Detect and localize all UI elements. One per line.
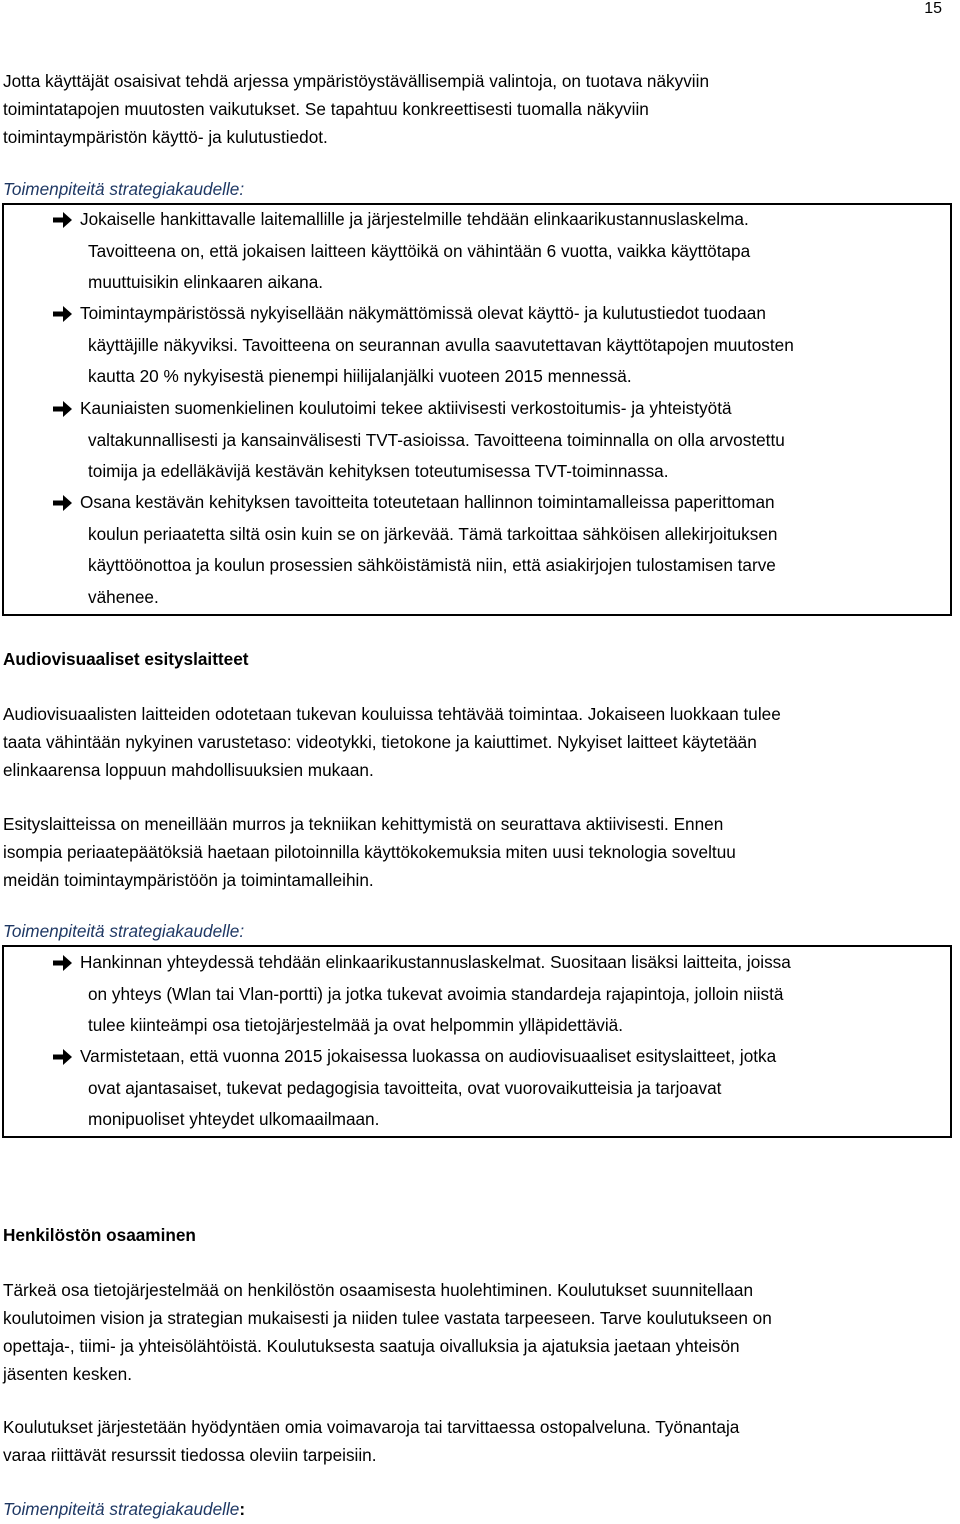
text-line: Jokaiselle hankittavalle laitemallille ja järjestelmille tehdään elinkaarikustannuslaskelma. — [80, 209, 749, 229]
text-line: toimintatapojen muutosten vaikutukset. Se tapahtuu konkreettisesti tuomalla näkyviin — [3, 99, 649, 119]
list-item — [80, 393, 940, 488]
measures-label: Toimenpiteitä strategiakaudelle: — [3, 921, 245, 941]
measures-label-text: Toimenpiteitä strategiakaudelle — [3, 1499, 240, 1519]
text-line: toimintaympäristön käyttö- ja kulutustiedot. — [3, 127, 328, 147]
text-line: taata vähintään nykyinen varustetaso: videotykki, tietokone ja kaiuttimet. Nykyiset laitteet käytetään — [3, 732, 757, 752]
av-paragraph-2 — [3, 810, 953, 894]
text-line: jäsenten kesken. — [3, 1364, 132, 1384]
text-line: monipuoliset yhteydet ulkomaailmaan. — [88, 1109, 380, 1129]
text-line: valtakunnallisesti ja kansainvälisesti TVT-asioissa. Tavoitteena toiminnalla on olla arvostettu — [88, 429, 785, 450]
measures-label — [3, 1495, 245, 1523]
section-heading-staff: Henkilöstön osaaminen — [3, 1225, 196, 1245]
arrow-icon — [50, 298, 78, 329]
text-line: Esityslaitteissa on meneillään murros ja tekniikan kehittymistä on seurattava aktiivisesti. Ennen — [3, 814, 724, 834]
text-line: Tärkeä osa tietojärjestelmää on henkilöstön osaamisesta huolehtiminen. Koulutukset suunnitellaan — [3, 1280, 754, 1300]
av-paragraph-1 — [3, 700, 953, 784]
text-line: opettaja-, tiimi- ja yhteisölähtöistä. Koulutuksesta saatuja oivalluksia ja ajatuksia jaetaan yhteisön — [3, 1336, 740, 1356]
arrow-icon — [50, 487, 78, 518]
text-line: kautta 20 % nykyisestä pienempi hiilijalanjälki vuoteen 2015 mennessä. — [88, 366, 632, 386]
text-line: on yhteys (Wlan tai Vlan-portti) ja jotka tukevat avoimia standardeja rajapintoja, jolloin niistä — [88, 983, 784, 1004]
arrow-icon — [50, 204, 78, 235]
text-line: muuttuisikin elinkaaren aikana. — [88, 272, 324, 292]
text-line: toimija ja edelläkävijä kestävän kehityksen toteutumisessa TVT-toiminnassa. — [88, 461, 669, 481]
list-item — [80, 1041, 940, 1136]
intro-paragraph — [3, 67, 953, 151]
arrow-icon — [50, 393, 78, 424]
text-line: meidän toimintaympäristöön ja toimintamalleihin. — [3, 870, 374, 890]
text-line: ovat ajantasaiset, tukevat pedagogisia tavoitteita, ovat vuorovaikutteisia ja tarjoavat — [88, 1077, 722, 1098]
text-line: käyttöönottoa ja koulun prosessien sähköistämistä niin, että asiakirjojen tulostamisen tarve — [88, 555, 776, 575]
text-line: Osana kestävän kehityksen tavoitteita toteutetaan hallinnon toimintamalleissa paperittoman — [80, 492, 775, 512]
text-line: Audiovisuaalisten laitteiden odotetaan tukevan kouluissa tehtävää toimintaa. Jokaiseen luokkaan tulee — [3, 704, 781, 724]
text-line: isompia periaatepäätöksiä haetaan pilotoinnilla käyttökokemuksia miten uusi teknologia soveltuu — [3, 842, 736, 862]
measures-label-colon: : — [239, 1499, 246, 1519]
text-line: vähenee. — [88, 586, 159, 607]
text-line: Koulutukset järjestetään hyödyntäen omia voimavaroja tai tarvittaessa ostopalveluna. Työnantaja — [3, 1417, 740, 1437]
text-line: varaa riittävät resurssit tiedossa oleviin tarpeisiin. — [3, 1445, 377, 1465]
section-heading-av: Audiovisuaaliset esityslaitteet — [3, 649, 249, 669]
text-line: Varmistetaan, että vuonna 2015 jokaisessa luokassa on audiovisuaaliset esityslaitteet, jotka — [80, 1046, 777, 1066]
text-line: tulee kiinteämpi osa tietojärjestelmää ja ovat helpommin ylläpidettäviä. — [88, 1015, 624, 1035]
page-number: 15 — [924, 0, 942, 17]
text-line: Tavoitteena on, että jokaisen laitteen käyttöikä on vähintään 6 vuotta, vaikka käyttötapa — [88, 240, 751, 261]
list-item — [80, 487, 940, 613]
measures-label: Toimenpiteitä strategiakaudelle: — [3, 179, 245, 199]
list-item — [80, 947, 940, 1042]
text-line: koulutoimen vision ja strategian mukaisesti ja niiden tulee vastata tarpeeseen. Tarve koulutukseen on — [3, 1308, 772, 1328]
text-line: Jotta käyttäjät osaisivat tehdä arjessa ympäristöystävällisempiä valintoja, on tuotava näkyviin — [3, 71, 709, 91]
text-line: Toimintaympäristössä nykyisellään näkymättömissä olevat käyttö- ja kulutustiedot tuodaan — [80, 303, 766, 323]
text-line: elinkaarensa loppuun mahdollisuuksien mukaan. — [3, 760, 374, 780]
text-line: Kauniaisten suomenkielinen koulutoimi tekee aktiivisesti verkostoitumis- ja yhteistyötä — [80, 398, 732, 418]
staff-paragraph-2 — [3, 1413, 953, 1469]
list-item — [80, 298, 940, 393]
list-item — [80, 204, 940, 299]
text-line: koulun periaatetta siltä osin kuin se on järkevää. Tämä tarkoittaa sähköisen allekirjoituksen — [88, 523, 778, 544]
text-line: käyttäjille näkyviksi. Tavoitteena on seurannan avulla saavutettavan käyttötapojen muutosten — [88, 334, 794, 355]
staff-paragraph-1 — [3, 1276, 953, 1388]
arrow-icon — [50, 1041, 78, 1072]
arrow-icon — [50, 947, 78, 978]
text-line: Hankinnan yhteydessä tehdään elinkaarikustannuslaskelmat. Suositaan lisäksi laitteita, joissa — [80, 952, 791, 972]
